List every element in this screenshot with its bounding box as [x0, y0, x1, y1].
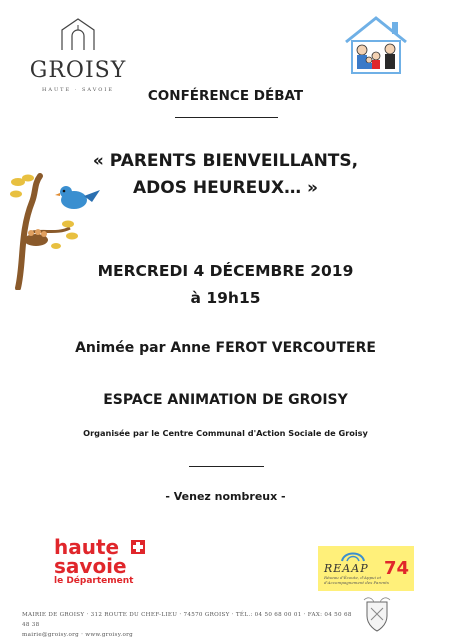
title-line-1: « PARENTS BIENVEILLANTS, — [92, 151, 359, 171]
logo-region: HAUTE · SAVOIE — [42, 87, 114, 93]
event-date: MERCREDI 4 DÉCEMBRE 2019 — [97, 262, 354, 280]
hs-line-1: haute — [54, 535, 120, 559]
hs-line-2: savoie — [54, 554, 127, 578]
footer-address: MAIRIE DE GROISY · 312 ROUTE DU CHEF-LIEU · 74570 GROISY · TÉL.: 04 50 68 00 01 · FAX: 04 50 68 48 38 — [22, 612, 352, 628]
savoy-cross-icon — [131, 540, 145, 554]
family-house-illustration — [340, 14, 412, 76]
reaap-name: REAAP — [324, 562, 369, 575]
haute-savoie-logo — [54, 535, 149, 586]
logo-wordmark: GROISY — [29, 58, 127, 83]
church-icon — [58, 16, 98, 52]
groisy-logo — [28, 16, 128, 93]
reaap-logo — [318, 546, 414, 591]
footer-contact: mairie@groisy.org · www.groisy.org — [22, 632, 134, 638]
organizer: Organisée par le Centre Communal d'Action Sociale de Groisy — [83, 428, 368, 438]
invitation: - Venez nombreux - — [165, 490, 286, 503]
host-line: Animée par Anne FEROT VERCOUTERE — [75, 340, 376, 356]
footer — [22, 610, 352, 640]
venue: ESPACE ANIMATION DE GROISY — [103, 392, 348, 408]
reaap-number: 74 — [384, 558, 410, 579]
title-line-2: ADOS HEUREUX… » — [132, 178, 319, 198]
reaap-swirl-icon — [340, 549, 366, 563]
reaap-subtitle: Réseau d'Écoute, d'Appui et d'Accompagnement des Parents — [324, 575, 389, 585]
event-time: à 19h15 — [190, 289, 261, 307]
coat-of-arms-icon — [362, 596, 392, 634]
event-type: CONFÉRENCE DÉBAT — [147, 88, 304, 104]
divider-top — [175, 117, 278, 118]
divider-bottom — [189, 466, 264, 467]
hs-line-3: le Département — [54, 576, 134, 586]
